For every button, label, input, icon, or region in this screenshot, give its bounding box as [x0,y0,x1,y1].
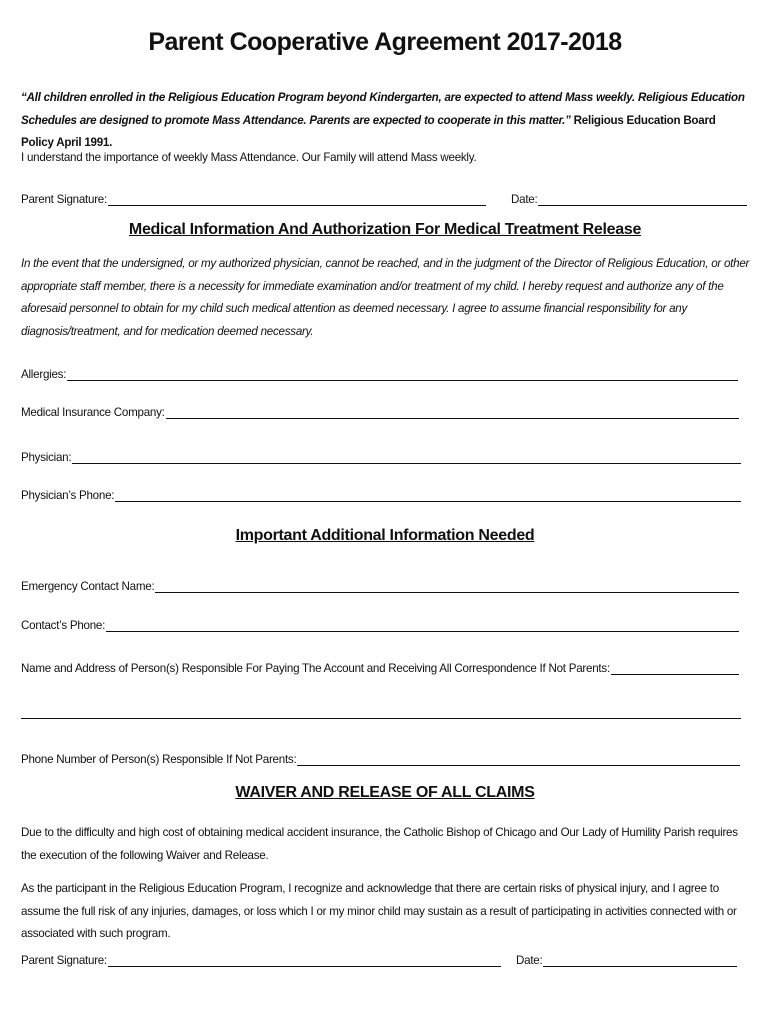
date-line-1[interactable] [538,191,747,206]
waiver-heading: WAIVER AND RELEASE OF ALL CLAIMS [235,784,535,801]
physician-phone-label: Physician’s Phone: [21,489,115,502]
parent-signature-line-1[interactable] [108,191,486,206]
parent-signature-line-2[interactable] [108,952,501,967]
page-title: Parent Cooperative Agreement 2017-2018 [148,28,622,56]
physician-phone-field[interactable] [21,484,741,502]
emergency-contact-field[interactable] [21,575,739,593]
allergies-field[interactable] [21,363,738,381]
responsible-party-label: Name and Address of Person(s) Responsible For Paying The Account and Receiving All Correspondence If Not Parents: [21,662,610,675]
medical-heading: Medical Information And Authorization For Medical Treatment Release [128,221,642,238]
responsible-phone-line[interactable] [297,751,740,766]
responsible-phone-label: Phone Number of Person(s) Responsible If Not Parents: [21,753,297,766]
physician-phone-line[interactable] [115,487,741,502]
physician-line[interactable] [72,449,741,464]
physician-field[interactable] [21,446,741,464]
date-field-1[interactable] [511,188,747,206]
responsible-party-field[interactable] [21,657,739,675]
parent-signature-label-1: Parent Signature: [21,193,107,206]
allergies-line[interactable] [67,366,738,381]
medical-authorization-text: In the event that the undersigned, or my authorized physician, cannot be reached, and in the judgment of the Director of Religious Education, or other appropriate staff member, there is a necessity for immediate examination and/or treatment of my child. I hereby request and authorize any of the aforesaid personnel to obtain for my child such medical attention as deemed necessary. I agree to assume financial responsibility for any diagnosis/treatment, and for medication deemed necessary. [21,257,750,338]
emergency-contact-label: Emergency Contact Name: [21,580,155,593]
allergies-label: Allergies: [21,368,67,381]
mass-policy-paragraph [21,87,751,155]
date-field-2[interactable] [516,949,737,967]
parent-signature-field-2[interactable] [21,949,501,967]
parent-signature-label-2: Parent Signature: [21,954,107,967]
contact-phone-label: Contact’s Phone: [21,619,106,632]
additional-info-heading: Important Additional Information Needed [235,527,535,544]
parent-signature-field-1[interactable] [21,188,486,206]
waiver-paragraph-1: Due to the difficulty and high cost of obtaining medical accident insurance, the Catholic Bishop of Chicago and Our Lady of Humility Parish requires the execution of the following Waiver and Release. [21,826,738,862]
board-policy-citation: Religious Education Board Policy April 1991. [21,113,716,149]
physician-label: Physician: [21,451,72,464]
responsible-phone-field[interactable] [21,748,740,766]
date-line-2[interactable] [543,952,737,967]
contact-phone-line[interactable] [106,617,739,632]
medical-insurance-field[interactable] [21,401,739,419]
medical-insurance-label: Medical Insurance Company: [21,406,165,419]
medical-insurance-line[interactable] [166,404,739,419]
emergency-contact-line[interactable] [155,578,739,593]
responsible-party-line[interactable] [611,660,739,675]
waiver-paragraph-2: As the participant in the Religious Education Program, I recognize and acknowledge that there are certain risks of physical injury, and I agree to assume the full risk of any injuries, damages, or loss which I or my minor child may sustain as a result of participating in activities connected with or associated with such program. [21,882,737,940]
date-label-1: Date: [511,193,538,206]
mass-understanding-statement: I understand the importance of weekly Mass Attendance. Our Family will attend Mass weekly. [21,151,477,164]
responsible-party-extra-line[interactable] [21,718,741,719]
mass-policy-quote: “All children enrolled in the Religious Education Program beyond Kindergarten, are expected to attend Mass weekly. Religious Education Schedules are designed to promote Mass Attendance. Parents are expected to cooperate in this matter.” [21,91,745,127]
contact-phone-field[interactable] [21,614,739,632]
date-label-2: Date: [516,954,543,967]
